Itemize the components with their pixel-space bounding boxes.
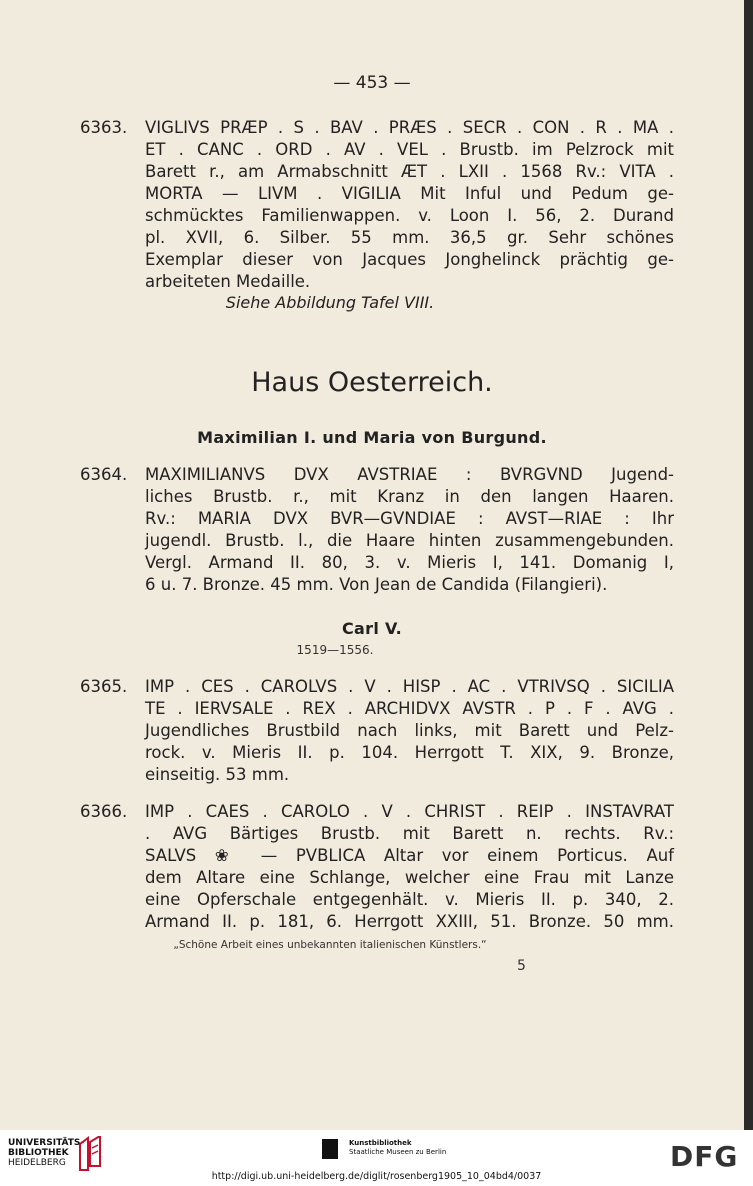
- ub-line: BIBLIOTHEK: [8, 1148, 69, 1158]
- kb-line: Kunstbibliothek: [349, 1139, 412, 1147]
- entry-line: pl. XVII, 6. Silber. 55 mm. 36,5 gr. Sehr schönes: [145, 228, 674, 247]
- entry-number: 6364.: [80, 465, 128, 484]
- entry-line: IMP . CES . CAROLVS . V . HISP . AC . VTRIVSQ . SICILIA: [145, 677, 674, 696]
- university-library-logo-text: [8, 1138, 84, 1168]
- entry-number: 6366.: [80, 802, 128, 821]
- entry-text: [145, 117, 674, 293]
- entry-line: jugendl. Brustb. l., die Haare hinten zusammengebunden.: [145, 531, 674, 550]
- kunstbibliothek-text: [349, 1139, 446, 1157]
- scan-edge: [744, 0, 753, 1130]
- reign-dates: 1519—1556.: [296, 643, 374, 657]
- entry-text: [145, 676, 674, 786]
- entry-line: Barett r., am Armabschnitt ÆT . LXII . 1568 Rv.: VITA .: [145, 162, 674, 181]
- entry-line: ET . CANC . ORD . AV . VEL . Brustb. im Pelzrock mit: [145, 140, 674, 159]
- ub-line: UNIVERSITÄTS-: [8, 1138, 85, 1148]
- signature-mark: 5: [517, 958, 526, 974]
- entry-line: eine Opferschale entgegenhält. v. Mieris II. p. 340, 2.: [145, 890, 674, 909]
- entry-line: . AVG Bärtiges Brustb. mit Barett n. rechts. Rv.:: [145, 824, 674, 843]
- source-url[interactable]: http://digi.ub.uni-heidelberg.de/diglit/rosenberg1905_10_04bd4/0037: [211, 1171, 542, 1182]
- entry-number: 6363.: [80, 118, 128, 137]
- entry-line: MORTA — LIVM . VIGILIA Mit Inful und Pedum ge-: [145, 184, 674, 203]
- figure-reference: Siehe Abbildung Tafel VIII.: [225, 293, 435, 312]
- entry-line: liches Brustb. r., mit Kranz in den langen Haaren.: [145, 487, 674, 506]
- ub-line: HEIDELBERG: [8, 1158, 66, 1168]
- entry-line: schmücktes Familienwappen. v. Loon I. 56, 2. Durand: [145, 206, 674, 225]
- subheading: Carl V.: [342, 619, 402, 638]
- entry-line: 6 u. 7. Bronze. 45 mm. Von Jean de Candida (Filangieri).: [145, 575, 608, 594]
- entry-line: Vergl. Armand II. 80, 3. v. Mieris I, 141. Domanig I,: [145, 553, 674, 572]
- entry-text: [145, 801, 674, 933]
- kb-line: Staatliche Museen zu Berlin: [349, 1148, 447, 1156]
- entry-line: IMP . CAES . CAROLO . V . CHRIST . REIP . INSTAVRAT: [145, 802, 674, 821]
- subheading: Maximilian I. und Maria von Burgund.: [197, 428, 547, 447]
- entry-line: SALVS ❀ — PVBLICA Altar vor einem Porticus. Auf: [145, 846, 674, 865]
- entry-line: VIGLIVS PRÆP . S . BAV . PRÆS . SECR . CON . R . MA .: [145, 118, 674, 137]
- entry-text: [145, 464, 674, 596]
- entry-line: Rv.: MARIA DVX BVR—GVNDIAE : AVST—RIAE : Ihr: [145, 509, 674, 528]
- entry-line: dem Altare eine Schlange, welcher eine Frau mit Lanze: [145, 868, 674, 887]
- dfg-logo: DFG: [670, 1140, 739, 1173]
- entry-line: arbeiteten Medaille.: [145, 272, 311, 291]
- entry-line: MAXIMILIANVS DVX AVSTRIAE : BVRGVND Jugend-: [145, 465, 674, 484]
- footnote: „Schöne Arbeit eines unbekannten italienischen Künstlers.“: [173, 939, 487, 951]
- entry-line: Exemplar dieser von Jacques Jonghelinck prächtig ge-: [145, 250, 674, 269]
- kunstbibliothek-logo-icon: [322, 1139, 338, 1159]
- entry-line: rock. v. Mieris II. p. 104. Herrgott T. XIX, 9. Bronze,: [145, 743, 674, 762]
- ub-heidelberg-logo-icon: [76, 1136, 104, 1172]
- entry-line: Armand II. p. 181, 6. Herrgott XXIII, 51. Bronze. 50 mm.: [145, 912, 674, 931]
- entry-number: 6365.: [80, 677, 128, 696]
- entry-line: Jugendliches Brustbild nach links, mit Barett und Pelz-: [145, 721, 674, 740]
- section-title: Haus Oesterreich.: [251, 367, 493, 398]
- footer-bar: [0, 1130, 753, 1186]
- entry-line: einseitig. 53 mm.: [145, 765, 290, 784]
- page-number: — 453 —: [333, 73, 411, 93]
- entry-line: TE . IERVSALE . REX . ARCHIDVX AVSTR . P . F . AVG .: [145, 699, 674, 718]
